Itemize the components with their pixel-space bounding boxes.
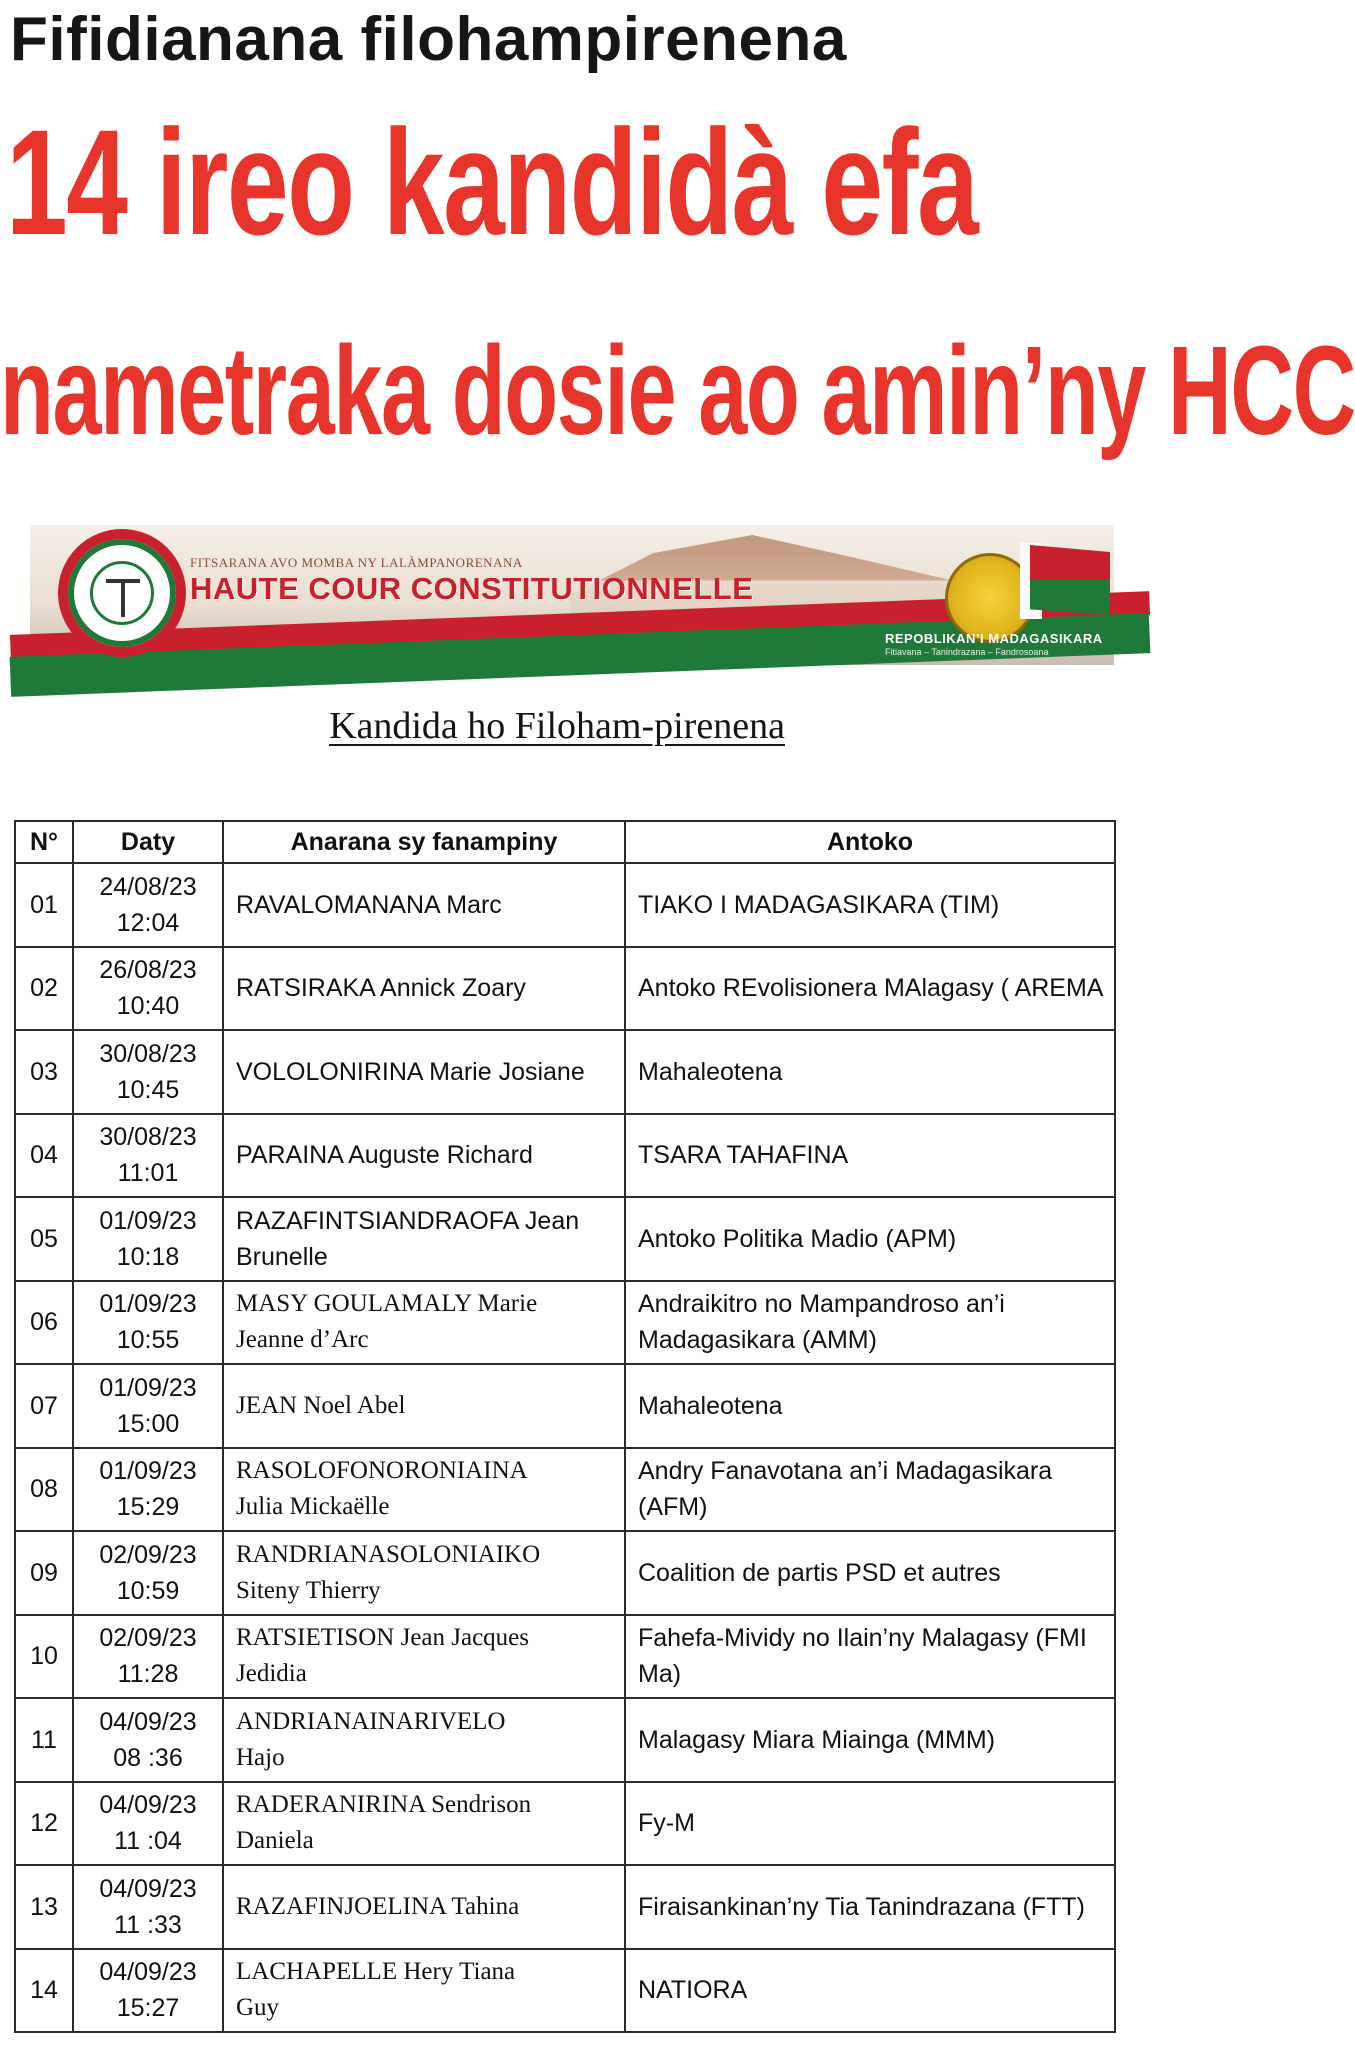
header-number: N°: [15, 821, 73, 863]
party-name-line: Antoko REvolisionera MAlagasy ( AREMA: [638, 974, 1104, 1003]
cell-number: 14: [15, 1949, 73, 2033]
hcc-seal-icon: [58, 529, 186, 657]
candidate-name-line: LACHAPELLE Hery Tiana: [236, 1958, 516, 1986]
cell-party: [625, 1030, 1115, 1114]
headline-line-2: nametraka dosie ao amin’ny HCC: [0, 320, 1355, 461]
cell-candidate-name: [223, 1197, 625, 1281]
filing-time: 10:18: [116, 1242, 180, 1271]
filing-date: 30/08/23: [99, 1039, 197, 1068]
filing-date: 01/09/23: [99, 1373, 197, 1402]
candidate-name-line: RAVALOMANANA Marc: [236, 890, 502, 919]
cell-candidate-name: [223, 1281, 625, 1365]
table-row: [15, 1364, 1115, 1448]
article-kicker: Fifidianana filohampirenena: [10, 5, 847, 74]
candidate-name-line: VOLOLONIRINA Marie Josiane: [236, 1057, 585, 1086]
filing-date: 04/09/23: [99, 1791, 197, 1820]
party-name-line: Andraikitro no Mampandroso an’i: [638, 1290, 1005, 1319]
candidate-name-line: RASOLOFONORONIAINA: [236, 1457, 528, 1485]
cell-date: [73, 1531, 223, 1615]
filing-date: 02/09/23: [99, 1540, 197, 1569]
cell-date: [73, 1114, 223, 1198]
filing-time: 11:01: [117, 1159, 179, 1188]
party-name-line: Fahefa-Mividy no Ilain’ny Malagasy (FMI: [638, 1624, 1087, 1653]
candidate-name-line: RANDRIANASOLONIAIKO: [236, 1540, 541, 1568]
party-name-line: Fy-M: [638, 1809, 695, 1838]
cell-number: 01: [15, 863, 73, 947]
cell-number: 09: [15, 1531, 73, 1615]
cell-number: 04: [15, 1114, 73, 1198]
cell-number: 13: [15, 1865, 73, 1949]
table-header-row: [15, 821, 1115, 863]
cell-candidate-name: [223, 1698, 625, 1782]
party-name-line: Firaisankinan’ny Tia Tanindrazana (FTT): [638, 1892, 1085, 1921]
party-name-line: Mahaleotena: [638, 1057, 783, 1086]
cell-party: [625, 1448, 1115, 1532]
header-date: Daty: [73, 821, 223, 863]
candidate-name-line: Jeanne d’Arc: [236, 1326, 369, 1354]
cell-date: [73, 1030, 223, 1114]
candidate-name-line: Daniela: [236, 1827, 314, 1855]
party-name-line: Mahaleotena: [638, 1391, 783, 1420]
candidate-name-line: RADERANIRINA Sendrison: [236, 1791, 532, 1819]
cell-party: [625, 947, 1115, 1031]
cell-number: 08: [15, 1448, 73, 1532]
candidate-name-line: RATSIRAKA Annick Zoary: [236, 974, 526, 1003]
cell-party: [625, 1698, 1115, 1782]
cell-candidate-name: [223, 1782, 625, 1866]
cell-candidate-name: [223, 1448, 625, 1532]
cell-party: [625, 1949, 1115, 2033]
table-row: [15, 1615, 1115, 1699]
cell-party: [625, 1782, 1115, 1866]
candidate-name-line: RAZAFINTSIANDRAOFA Jean: [236, 1206, 580, 1235]
cell-number: 03: [15, 1030, 73, 1114]
madagascar-flag-icon: [1030, 545, 1110, 615]
candidate-name-line: JEAN Noel Abel: [236, 1391, 406, 1419]
party-name-line: Malagasy Miara Miainga (MMM): [638, 1725, 996, 1754]
table-row: [15, 947, 1115, 1031]
filing-date: 02/09/23: [99, 1624, 197, 1653]
party-name-line: Ma): [638, 1660, 682, 1689]
cell-party: [625, 1865, 1115, 1949]
party-name-line: Andry Fanavotana an’i Madagasikara: [638, 1457, 1053, 1486]
table-row: [15, 1531, 1115, 1615]
hcc-banner: [30, 525, 1114, 665]
cell-date: [73, 1281, 223, 1365]
cell-candidate-name: [223, 1949, 625, 2033]
cell-candidate-name: [223, 1615, 625, 1699]
party-name-line: Antoko Politika Madio (APM): [638, 1224, 957, 1253]
filing-time: 10:55: [116, 1326, 180, 1355]
cell-date: [73, 1615, 223, 1699]
table-row: [15, 1197, 1115, 1281]
cell-candidate-name: [223, 1030, 625, 1114]
cell-candidate-name: [223, 863, 625, 947]
party-name-line: NATIORA: [638, 1976, 748, 2005]
filing-time: 15:27: [116, 1994, 180, 2023]
cell-date: [73, 1197, 223, 1281]
filing-date: 04/09/23: [99, 1707, 197, 1736]
banner-motto: FITSARANA AVO MOMBA NY LALÀMPANORENANA: [190, 555, 523, 570]
cell-number: 06: [15, 1281, 73, 1365]
court-name: HAUTE COUR CONSTITUTIONNELLE: [190, 571, 754, 606]
cell-candidate-name: [223, 1114, 625, 1198]
candidate-name-line: RAZAFINJOELINA Tahina: [236, 1892, 520, 1920]
party-name-line: Madagasikara (AMM): [638, 1326, 877, 1355]
candidate-name-line: Guy: [236, 1994, 280, 2022]
filing-date: 04/09/23: [99, 1958, 197, 1987]
party-name-line: (AFM): [638, 1493, 708, 1522]
cell-number: 11: [15, 1698, 73, 1782]
filing-date: 26/08/23: [99, 956, 197, 985]
table-row: [15, 1114, 1115, 1198]
cell-party: [625, 1364, 1115, 1448]
filing-time: 15:00: [116, 1409, 180, 1438]
filing-date: 30/08/23: [99, 1123, 197, 1152]
cell-number: 02: [15, 947, 73, 1031]
header-name: Anarana sy fanampiny: [223, 821, 625, 863]
scales-post: [121, 579, 125, 617]
cell-date: [73, 1364, 223, 1448]
party-name-line: TIAKO I MADAGASIKARA (TIM): [638, 890, 1000, 919]
headline-line-1: 14 ireo kandidà efa: [6, 98, 978, 266]
filing-time: 10:40: [116, 992, 180, 1021]
candidate-name-line: ANDRIANAINARIVELO: [236, 1707, 506, 1735]
filing-time: 10:45: [116, 1075, 180, 1104]
cell-date: [73, 947, 223, 1031]
cell-date: [73, 1698, 223, 1782]
table-row: [15, 1865, 1115, 1949]
candidate-name-line: Jedidia: [236, 1660, 307, 1688]
filing-date: 01/09/23: [99, 1290, 197, 1319]
candidate-name-line: Siteny Thierry: [236, 1576, 381, 1604]
cell-date: [73, 1782, 223, 1866]
filing-time: 08 :36: [113, 1743, 183, 1772]
table-row: [15, 1448, 1115, 1532]
filing-time: 15:29: [116, 1493, 180, 1522]
cell-date: [73, 1448, 223, 1532]
table-row: [15, 1281, 1115, 1365]
filing-date: 01/09/23: [99, 1206, 197, 1235]
filing-time: 11 :33: [114, 1910, 182, 1939]
cell-date: [73, 1865, 223, 1949]
table-row: [15, 1030, 1115, 1114]
party-name-line: TSARA TAHAFINA: [638, 1141, 849, 1170]
table-row: [15, 1949, 1115, 2033]
filing-time: 10:59: [116, 1576, 180, 1605]
filing-time: 12:04: [116, 908, 180, 937]
cell-date: [73, 1949, 223, 2033]
filing-date: 04/09/23: [99, 1874, 197, 1903]
table-row: [15, 863, 1115, 947]
filing-time: 11 :04: [114, 1827, 182, 1856]
cell-party: [625, 1615, 1115, 1699]
cell-candidate-name: [223, 1364, 625, 1448]
cell-number: 10: [15, 1615, 73, 1699]
document-title: Kandida ho Filoham-pirenena: [329, 705, 785, 747]
filing-time: 11:28: [117, 1660, 179, 1689]
cell-party: [625, 1114, 1115, 1198]
candidate-name-line: PARAINA Auguste Richard: [236, 1141, 533, 1170]
republic-motto: Fitiavana – Tanindrazana – Fandrosoana: [885, 647, 1049, 657]
filing-date: 01/09/23: [99, 1457, 197, 1486]
table-row: [15, 1782, 1115, 1866]
cell-number: 07: [15, 1364, 73, 1448]
cell-candidate-name: [223, 947, 625, 1031]
cell-date: [73, 863, 223, 947]
cell-number: 05: [15, 1197, 73, 1281]
cell-number: 12: [15, 1782, 73, 1866]
candidate-name-line: Brunelle: [236, 1242, 328, 1271]
cell-party: [625, 1281, 1115, 1365]
cell-party: [625, 1197, 1115, 1281]
republic-name: REPOBLIKAN’I MADAGASIKARA: [885, 631, 1103, 646]
party-name-line: Coalition de partis PSD et autres: [638, 1558, 1001, 1587]
candidate-name-line: Hajo: [236, 1743, 285, 1771]
candidates-table: [14, 820, 1116, 2033]
filing-date: 24/08/23: [99, 872, 197, 901]
cell-candidate-name: [223, 1531, 625, 1615]
candidate-name-line: Julia Mickaëlle: [236, 1493, 390, 1521]
candidate-name-line: MASY GOULAMALY Marie: [236, 1290, 538, 1318]
cell-party: [625, 1531, 1115, 1615]
header-party: Antoko: [625, 821, 1115, 863]
cell-candidate-name: [223, 1865, 625, 1949]
table-row: [15, 1698, 1115, 1782]
cell-party: [625, 863, 1115, 947]
candidate-name-line: RATSIETISON Jean Jacques: [236, 1624, 530, 1652]
